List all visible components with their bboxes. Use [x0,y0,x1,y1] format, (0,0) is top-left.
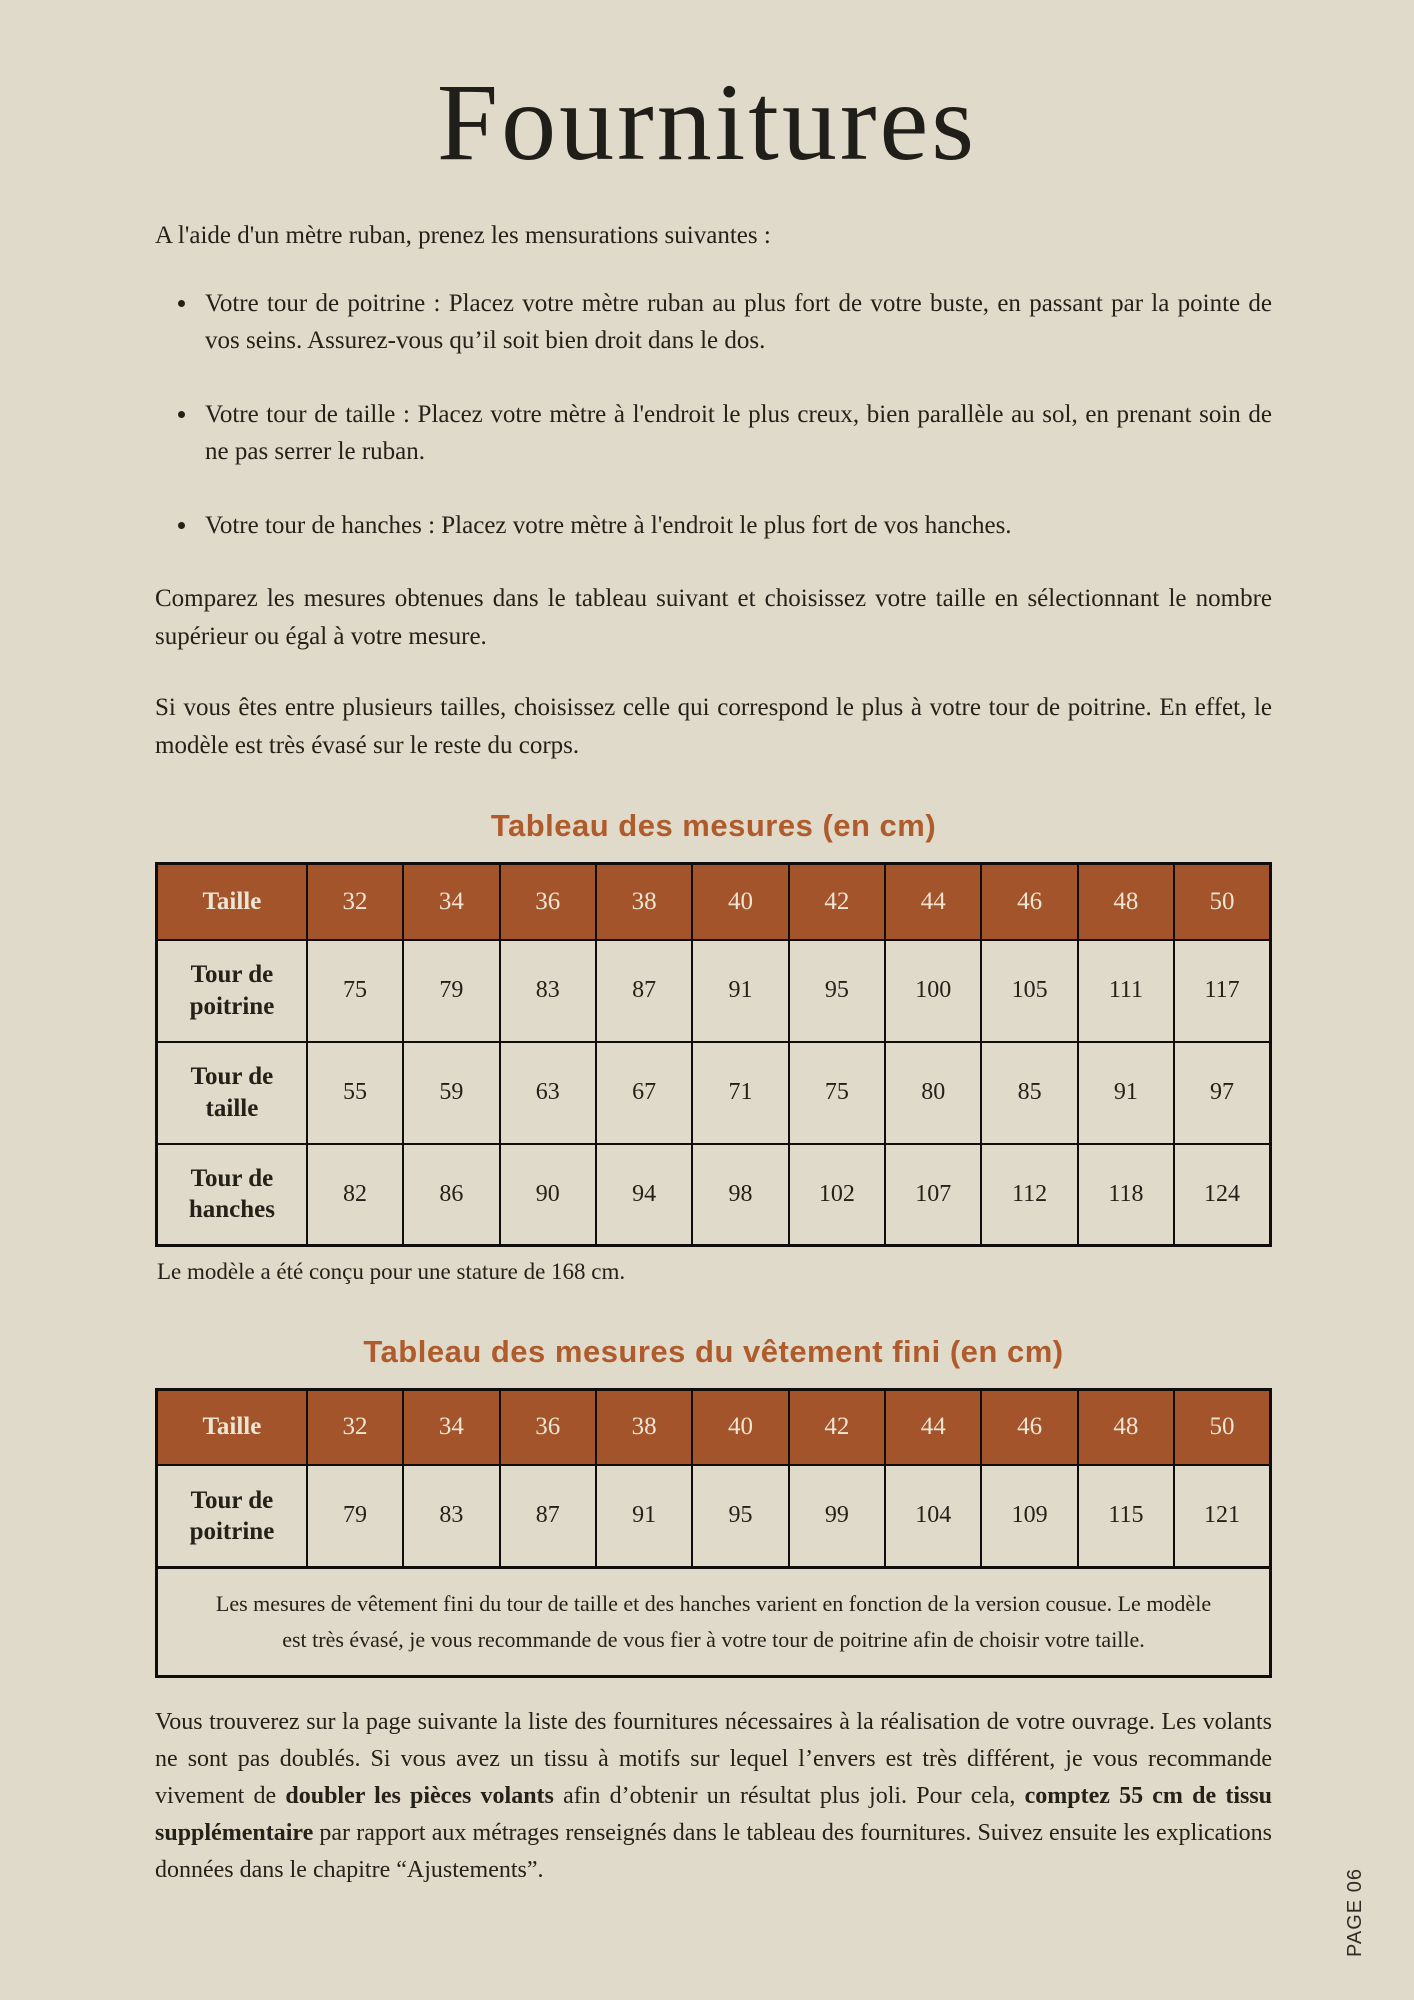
row-label-cell: Tour de poitrine [157,940,307,1042]
size-header-cell: 34 [403,864,499,940]
measurement-row [157,940,1271,1042]
measurement-value-cell: 95 [789,940,885,1042]
size-header-cell: 38 [596,864,692,940]
text-segment: Vous trouverez sur la page suivante la liste des fournitures nécessaires à la réalisation de votre ouvrage. Les volants ne sont pas doublés. Si vous avez un tissu à motifs sur lequel l’envers est très différent, je vous recommande vivement de [155,1708,1272,1809]
size-header-cell: 46 [981,1389,1077,1465]
finished-measurements-note-box [155,1566,1272,1678]
size-header-cell: 32 [307,864,403,940]
measurement-value-cell: 83 [500,940,596,1042]
size-header-cell: 48 [1078,1389,1174,1465]
measurement-value-cell: 63 [500,1042,596,1144]
finished-measurements-note: Les mesures de vêtement fini du tour de taille et des hanches varient en fonction de la version cousue. Le modèle est très évasé, je vous recommande de vous fier à votre tour de poitrine afin de choisir votre taille. [215,1591,1212,1652]
size-header-cell: 36 [500,1389,596,1465]
measurement-instructions-list [155,285,1272,545]
measurement-value-cell: 91 [596,1465,692,1567]
measurement-value-cell: 124 [1174,1144,1270,1246]
measurement-value-cell: 121 [1174,1465,1270,1567]
measurement-value-cell: 86 [403,1144,499,1246]
size-header-cell: 46 [981,864,1077,940]
measurement-value-cell: 82 [307,1144,403,1246]
measurement-value-cell: 90 [500,1144,596,1246]
measurement-value-cell: 95 [692,1465,788,1567]
bold-text-segment: comptez 55 cm de tissu supplémentaire [155,1782,1273,1847]
bold-text-segment: doubler les pièces volants [285,1782,554,1809]
list-item-waist: • Votre tour de taille : Placez votre mètre à l'endroit le plus creux, bien parallèle au sol, en prenant soin de ne pas serrer le ruban. [199,396,1272,471]
compare-paragraph: Comparez les mesures obtenues dans le tableau suivant et choisissez votre taille en sélectionnant le nombre supérieur ou égal à votre mesure. [155,585,1272,650]
measurement-value-cell: 104 [885,1465,981,1567]
measurement-value-cell: 100 [885,940,981,1042]
size-header-cell: 32 [307,1389,403,1465]
measurement-value-cell: 115 [1078,1465,1174,1567]
list-item-hips: • Votre tour de hanches : Placez votre mètre à l'endroit le plus fort de vos hanches. [199,507,1272,545]
row-label-cell: Tour de hanches [157,1144,307,1246]
page-number: PAGE 06 [1344,1868,1367,1957]
measurement-row [157,1042,1271,1144]
row-label-cell: Tour de taille [157,1042,307,1144]
between-sizes-paragraph: Si vous êtes entre plusieurs tailles, choisissez celle qui correspond le plus à votre tour de poitrine. En effet, le modèle est très évasé sur le reste du corps. [155,694,1272,759]
measurement-value-cell: 59 [403,1042,499,1144]
measurement-value-cell: 83 [403,1465,499,1567]
measurement-value-cell: 75 [307,940,403,1042]
size-header-cell: 50 [1174,1389,1270,1465]
size-header-cell: 42 [789,864,885,940]
size-header-cell: 42 [789,1389,885,1465]
measurement-value-cell: 87 [500,1465,596,1567]
stature-caption: Le modèle a été conçu pour une stature de 168 cm. [157,1259,626,1284]
table-header-row [157,864,1271,940]
page-title: Fournitures [436,61,978,183]
finished-garment-table-title: Tableau des mesures du vêtement fini (en cm) [363,1333,1064,1369]
size-header-cell: 50 [1174,864,1270,940]
measurement-value-cell: 79 [403,940,499,1042]
size-header-cell: 40 [692,864,788,940]
measurement-value-cell: 112 [981,1144,1077,1246]
measurement-value-cell: 105 [981,940,1077,1042]
measurement-value-cell: 107 [885,1144,981,1246]
measurement-value-cell: 85 [981,1042,1077,1144]
body-measurements-table-title: Tableau des mesures (en cm) [490,808,937,843]
measurement-value-cell: 67 [596,1042,692,1144]
text-segment: afin d’obtenir un résultat plus joli. Pour cela, [553,1782,1025,1809]
measurement-value-cell: 99 [789,1465,885,1567]
measurement-value-cell: 109 [981,1465,1077,1567]
measurement-value-cell: 97 [1174,1042,1270,1144]
intro-paragraph: A l'aide d'un mètre ruban, prenez les mensurations suivantes : [155,222,771,249]
text-segment: par rapport aux métrages renseignés dans le tableau des fournitures. Suivez ensuite les explications données dans le chapitre “Ajustements”. [155,1820,1272,1884]
size-header-label: Taille [157,1389,307,1465]
closing-paragraph [155,1704,1272,1890]
body-measurements-table [155,862,1272,1247]
size-header-cell: 48 [1078,864,1174,940]
page-content [0,217,1414,1889]
size-header-cell: 44 [885,1389,981,1465]
finished-garment-table [155,1388,1272,1569]
measurement-value-cell: 91 [692,940,788,1042]
measurement-value-cell: 111 [1078,940,1174,1042]
measurement-value-cell: 55 [307,1042,403,1144]
table-header-row [157,1389,1271,1465]
measurement-value-cell: 91 [1078,1042,1174,1144]
measurement-value-cell: 94 [596,1144,692,1246]
size-header-cell: 44 [885,864,981,940]
measurement-value-cell: 118 [1078,1144,1174,1246]
size-header-cell: 34 [403,1389,499,1465]
measurement-row [157,1465,1271,1567]
measurement-value-cell: 102 [789,1144,885,1246]
measurement-value-cell: 87 [596,940,692,1042]
measurement-value-cell: 80 [885,1042,981,1144]
size-header-cell: 40 [692,1389,788,1465]
measurement-value-cell: 98 [692,1144,788,1246]
size-header-cell: 38 [596,1389,692,1465]
measurement-value-cell: 79 [307,1465,403,1567]
measurement-value-cell: 71 [692,1042,788,1144]
measurement-value-cell: 117 [1174,940,1270,1042]
measurement-row [157,1144,1271,1246]
measurement-value-cell: 75 [789,1042,885,1144]
size-header-cell: 36 [500,864,596,940]
list-item-chest: • Votre tour de poitrine : Placez votre mètre ruban au plus fort de votre buste, en passant par la pointe de vos seins. Assurez-vous qu’il soit bien droit dans le dos. [199,285,1272,360]
row-label-cell: Tour de poitrine [157,1465,307,1567]
size-header-label: Taille [157,864,307,940]
